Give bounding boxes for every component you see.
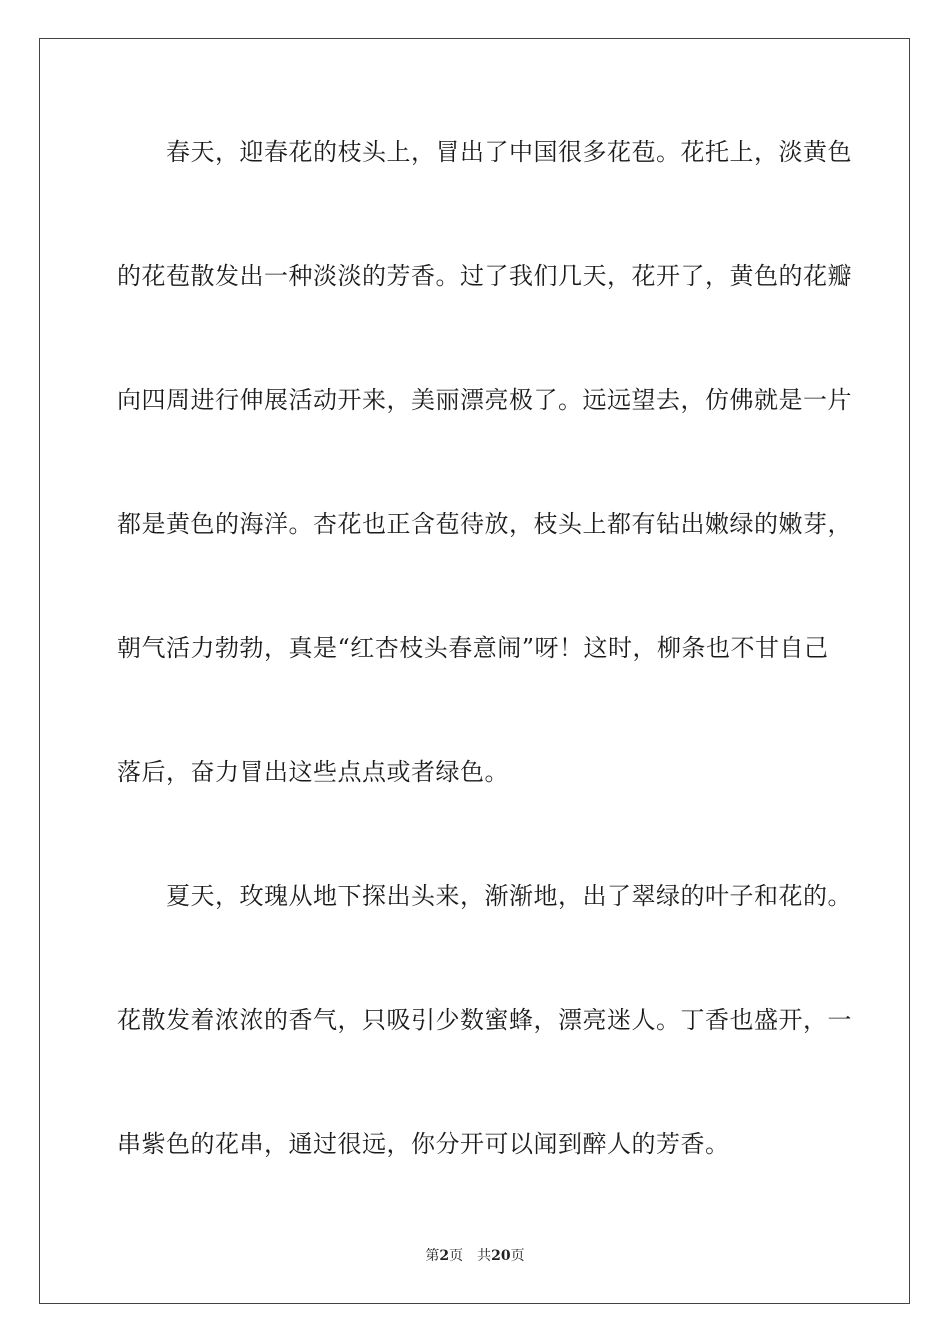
page-border xyxy=(39,38,910,1304)
text-line: 春天，迎春花的枝头上，冒出了中国很多花苞。花托上，淡黄色 xyxy=(117,138,852,166)
text-line: 夏天，玫瑰从地下探出头来，渐渐地，出了翠绿的叶子和花的。 xyxy=(117,882,852,910)
text-line: 都是黄色的海洋。杏花也正含苞待放，枝头上都有钻出嫩绿的嫩芽， xyxy=(117,510,852,538)
text-line: 花散发着浓浓的香气，只吸引少数蜜蜂，漂亮迷人。丁香也盛开，一 xyxy=(117,1006,852,1034)
text-line: 朝气活力勃勃，真是“红杏枝头春意闹”呀！这时，柳条也不甘自己 xyxy=(117,634,829,662)
text-line: 落后，奋力冒出这些点点或者绿色。 xyxy=(117,758,509,786)
footer-total-suffix: 页 xyxy=(510,1248,525,1264)
text-line: 的花苞散发出一种淡淡的芳香。过了我们几天，花开了，黄色的花瓣 xyxy=(117,262,852,290)
page-footer xyxy=(0,1247,950,1265)
footer-page-suffix: 页 xyxy=(449,1248,464,1264)
current-page-number: 2 xyxy=(439,1248,450,1264)
footer-prefix: 第 xyxy=(425,1248,440,1264)
total-page-number: 20 xyxy=(491,1248,511,1264)
text-line: 向四周进行伸展活动开来，美丽漂亮极了。远远望去，仿佛就是一片 xyxy=(117,386,852,414)
footer-total-prefix: 共 xyxy=(477,1248,492,1264)
text-line: 串紫色的花串，通过很远，你分开可以闻到醉人的芳香。 xyxy=(117,1130,730,1158)
